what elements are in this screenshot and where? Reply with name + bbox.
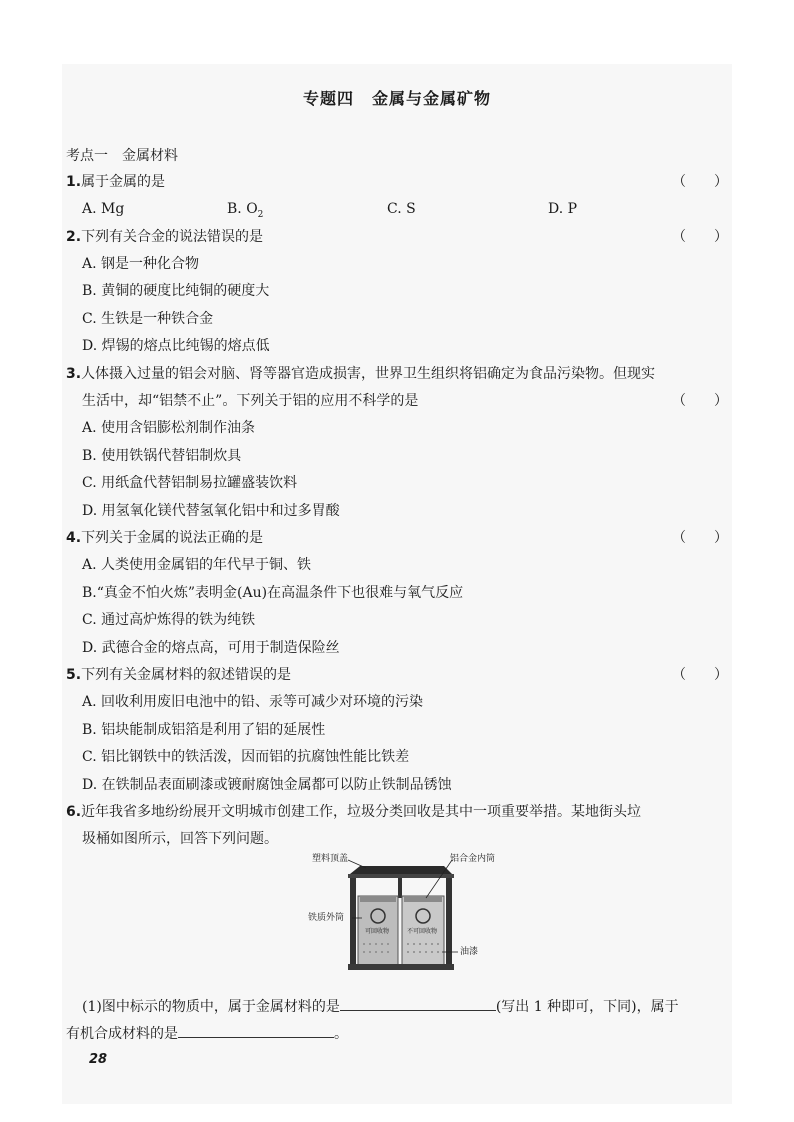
question-5-stem: 5.下列有关金属材料的叙述错误的是 [66,667,292,683]
question-4-answer-paren[interactable]: （ ） [672,530,728,546]
title-topic-name: 金属与金属矿物 [372,89,492,108]
title-topic-number: 专题四 [302,89,354,108]
question-3-option-a: A. 使用含铝膨松剂制作油条 [82,420,256,436]
question-3-stem-line-1: 3.人体摄入过量的铝会对脑、肾等器官造成损害，世界卫生组织将铝确定为食品污染物。但现实 [66,366,656,382]
question-6-subquestion-1-line-2: 有机合成材料的是 。 [66,1023,348,1044]
question-6-stem-line-2: 圾桶如图所示，回答下列问题。 [82,831,278,847]
question-1-option-c: C. S [387,201,416,217]
question-5-option-a: A. 回收利用废旧电池中的铅、汞等可减少对环境的污染 [82,694,424,710]
label-aluminum-inner: 铝合金内筒 [450,854,496,864]
page-number: 28 [89,1052,108,1067]
label-plastic-top: 塑料顶盖 [312,854,349,864]
question-2-option-d: D. 焊锡的熔点比纯锡的熔点低 [82,338,270,354]
answer-blank-metal-material[interactable] [340,996,496,1011]
question-3-option-d: D. 用氢氧化镁代替氢氧化铝中和过多胃酸 [82,503,340,519]
bin-roof-edge [348,874,454,878]
question-1-option-a: A. Mg [82,201,125,217]
trash-bin-figure [308,852,496,980]
bin-center-post [398,878,402,898]
left-bin-opening [360,896,396,902]
question-4-option-a: A. 人类使用金属铝的年代早于铜、铁 [82,557,312,573]
bin-right-post [446,878,452,964]
bin-base [348,964,454,970]
question-5-answer-paren[interactable]: （ ） [672,667,728,683]
question-2-option-c: C. 生铁是一种铁合金 [82,311,214,327]
bin-left-text: 可回收物 [365,928,390,935]
section-heading: 考点一 金属材料 [66,148,178,164]
question-1-option-d: D. P [548,201,578,217]
question-4-option-d: D. 武德合金的熔点高，可用于制造保险丝 [82,640,340,656]
answer-blank-synthetic-material[interactable] [178,1023,334,1038]
label-iron-outer: 铁质外筒 [308,913,345,923]
right-bin-opening [404,896,442,902]
question-5-option-d: D. 在铁制品表面刷漆或镀耐腐蚀金属都可以防止铁制品锈蚀 [82,777,452,793]
question-2-option-b: B. 黄铜的硬度比纯铜的硬度大 [82,283,270,299]
question-6-subquestion-1-line-1: (1)图中标示的物质中，属于金属材料的是 (写出 1 种即可，下同)，属于 [82,996,679,1017]
question-1-option-b: B. $O_2$ [227,201,264,220]
question-2-option-a: A. 钢是一种化合物 [82,256,200,272]
label-paint: 油漆 [460,947,479,957]
question-2-stem: 2.下列有关合金的说法错误的是 [66,229,264,245]
question-2-answer-paren[interactable]: （ ） [672,229,728,245]
bin-left-post [350,878,356,964]
question-1-answer-paren[interactable]: （ ） [672,174,728,190]
label-leader-top-left [348,860,366,868]
question-3-option-b: B. 使用铁锅代替铝制炊具 [82,448,242,464]
question-3-stem-line-2: 生活中，却“铝禁不止”。下列关于铝的应用不科学的是 [82,393,419,409]
page-title [0,86,794,109]
question-5-option-b: B. 铝块能制成铝箔是利用了铝的延展性 [82,722,326,738]
question-3-answer-paren[interactable]: （ ） [672,393,728,409]
question-6-stem-line-1: 6.近年我省多地纷纷展开文明城市创建工作，垃圾分类回收是其中一项重要举措。某地街头垃 [66,804,642,820]
bin-right-text: 不可回收物 [407,928,438,935]
question-3-option-c: C. 用纸盒代替铝制易拉罐盛装饮料 [82,475,298,491]
question-1-stem: 1.属于金属的是 [66,174,166,190]
question-4-option-c: C. 通过高炉炼得的铁为纯铁 [82,612,256,628]
question-4-option-b: B.“真金不怕火炼”表明金(Au)在高温条件下也很难与氧气反应 [82,585,464,601]
question-4-stem: 4.下列关于金属的说法正确的是 [66,530,264,546]
question-5-option-c: C. 铝比钢铁中的铁活泼，因而铝的抗腐蚀性能比铁差 [82,749,410,765]
bin-roof [350,866,452,874]
